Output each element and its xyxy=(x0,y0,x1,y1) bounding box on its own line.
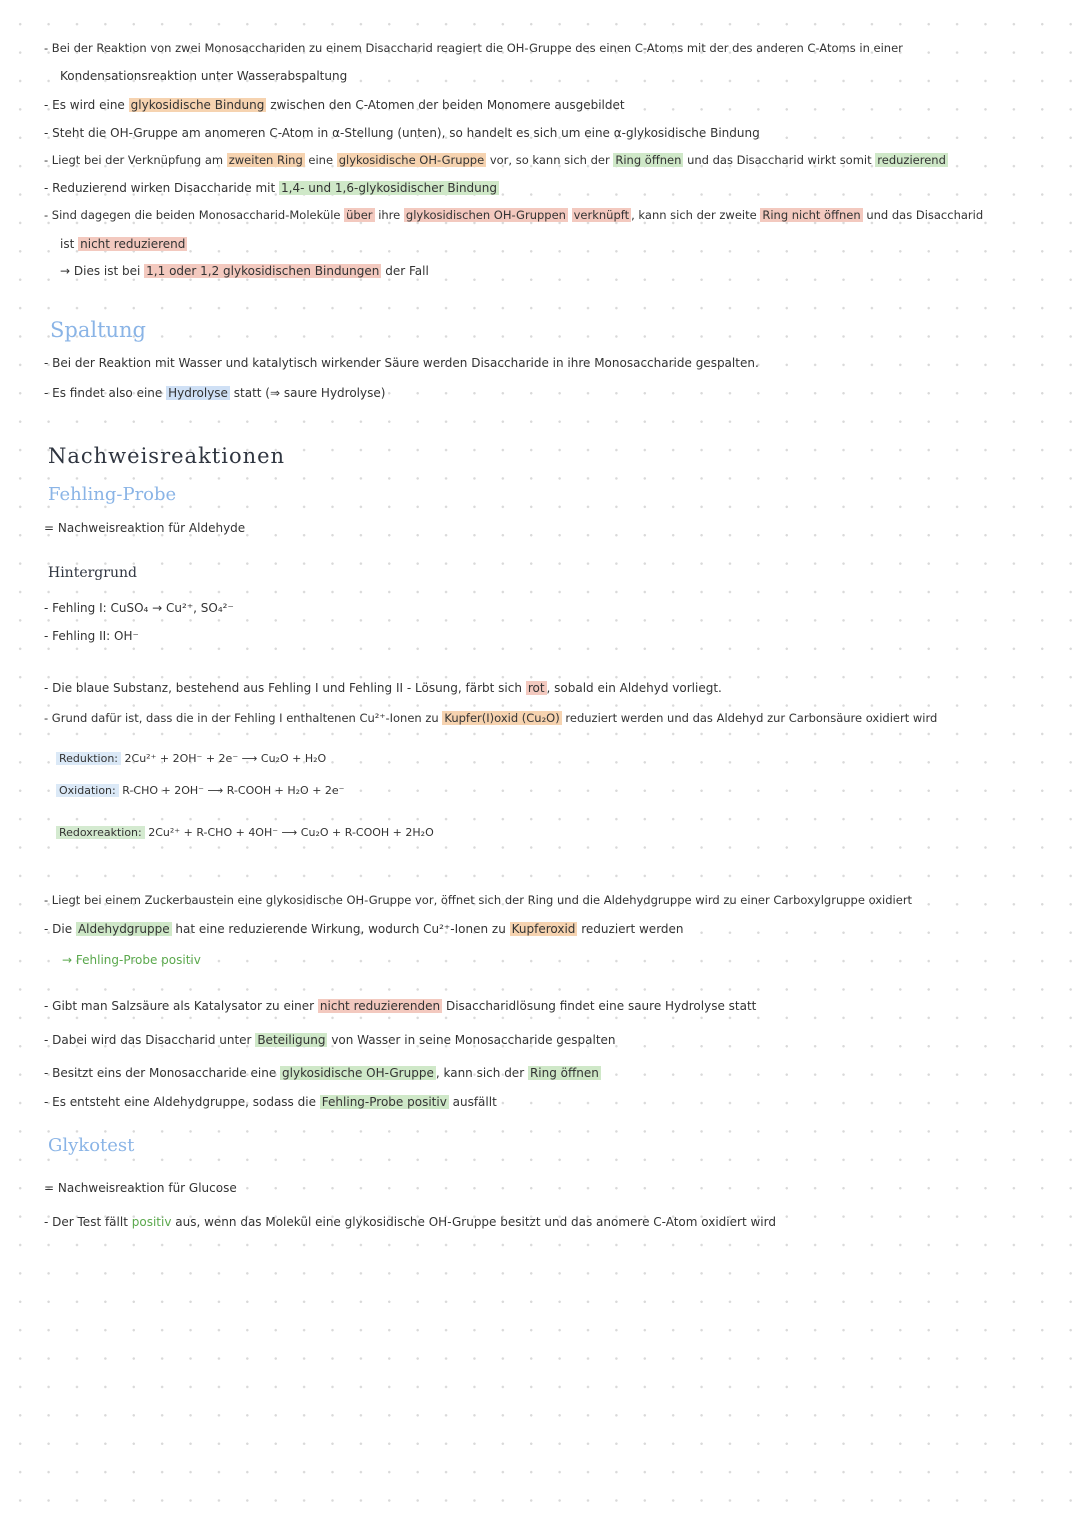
glykotest-definition: = Nachweisreaktion für Glucose xyxy=(44,1181,237,1195)
fehling-positive-line: → Fehling-Probe positiv xyxy=(62,953,201,967)
hintergrund-heading: Hintergrund xyxy=(48,565,137,581)
intro-line-6: - Sind dagegen die beiden Monosaccharid-Moleküle über ihre glykosidischen OH-Gruppen verknüpft , kann sich der zweite Ring nicht öffnen und das Disaccharid xyxy=(44,208,984,222)
intro-line-1b: Kondensationsreaktion unter Wasserabspaltung xyxy=(60,69,348,83)
fehling-1-line: - Fehling I: CuSO₄ → Cu²⁺, SO₄²⁻ xyxy=(44,601,234,615)
hydrolysis-line-3: - Besitzt eins der Monosaccharide eine glykosidische OH-Gruppe , kann sich der Ring öffnen xyxy=(44,1066,599,1080)
glykotest-heading: Glykotest xyxy=(48,1135,135,1156)
spaltung-heading: Spaltung xyxy=(50,318,146,342)
fehling-desc-1: - Die blaue Substanz, bestehend aus Fehling I und Fehling II - Lösung, färbt sich rot , sobald ein Aldehyd vorliegt. xyxy=(44,681,722,695)
intro-line-7: ist nicht reduzierend xyxy=(60,237,186,251)
intro-line-5: - Reduzierend wirken Disaccharide mit 1,4- und 1,6-glykosidischer Bindung xyxy=(44,181,497,195)
hydrolysis-line-1: - Gibt man Salzsäure als Katalysator zu einer nicht reduzierenden Disaccharidlösung findet eine saure Hydrolyse statt xyxy=(44,999,757,1013)
spaltung-line-2: - Es findet also eine Hydrolyse statt (⇒ saure Hydrolyse) xyxy=(44,386,386,400)
glyko-group-line-1: - Liegt bei einem Zuckerbaustein eine glykosidische OH-Gruppe vor, öffnet sich der Ring und die Aldehydgruppe wird zu einer Carboxylgruppe oxidiert xyxy=(44,893,913,907)
intro-line-8: → Dies ist bei 1,1 oder 1,2 glykosidischen Bindungen der Fall xyxy=(60,264,429,278)
intro-line-2: - Es wird eine glykosidische Bindung zwischen den C-Atomen der beiden Monomere ausgebildet xyxy=(44,98,625,112)
intro-line-1: - Bei der Reaktion von zwei Monosacchariden zu einem Disaccharid reagiert die OH-Gruppe des einen C-Atoms mit der des anderen C-Atoms in einer xyxy=(44,41,903,55)
glykotest-line: - Der Test fällt positiv aus, wenn das Molekül eine glykosidische OH-Gruppe besitzt und das anomere C-Atom oxidiert wird xyxy=(44,1215,776,1229)
reduction-equation: Reduktion: 2Cu²⁺ + 2OH⁻ + 2e⁻ ⟶ Cu₂O + H₂O xyxy=(56,752,326,765)
intro-line-3: - Steht die OH-Gruppe am anomeren C-Atom in α-Stellung (unten), so handelt es sich um eine α-glykosidische Bindung xyxy=(44,126,760,140)
nachweis-heading: Nachweisreaktionen xyxy=(48,444,286,468)
fehling-definition: = Nachweisreaktion für Aldehyde xyxy=(44,521,246,535)
spaltung-line-1: - Bei der Reaktion mit Wasser und katalytisch wirkender Säure werden Disaccharide in ihre Monosaccharide gespalten. xyxy=(44,356,759,370)
glyko-group-line-2: - Die Aldehydgruppe hat eine reduzierende Wirkung, wodurch Cu²⁺-Ionen zu Kupferoxid reduziert werden xyxy=(44,922,684,936)
intro-line-4: - Liegt bei der Verknüpfung am zweiten Ring eine glykosidische OH-Gruppe vor, so kann sich der Ring öffnen und das Disaccharid wirkt somit reduzierend xyxy=(44,153,946,167)
oxidation-equation: Oxidation: R-CHO + 2OH⁻ ⟶ R-COOH + H₂O + 2e⁻ xyxy=(56,784,345,797)
fehling-2-line: - Fehling II: OH⁻ xyxy=(44,629,139,643)
hydrolysis-line-4: - Es entsteht eine Aldehydgruppe, sodass die Fehling-Probe positiv ausfällt xyxy=(44,1095,497,1109)
redox-equation: Redoxreaktion: 2Cu²⁺ + R-CHO + 4OH⁻ ⟶ Cu₂O + R-COOH + 2H₂O xyxy=(56,826,434,839)
hydrolysis-line-2: - Dabei wird das Disaccharid unter Beteiligung von Wasser in seine Monosaccharide gespalten xyxy=(44,1033,616,1047)
fehling-desc-2: - Grund dafür ist, dass die in der Fehling I enthaltenen Cu²⁺-Ionen zu Kupfer(I)oxid (Cu₂O) reduziert werden und das Aldehyd zur Carbonsäure oxidiert wird xyxy=(44,711,938,725)
fehling-heading: Fehling-Probe xyxy=(48,484,177,505)
